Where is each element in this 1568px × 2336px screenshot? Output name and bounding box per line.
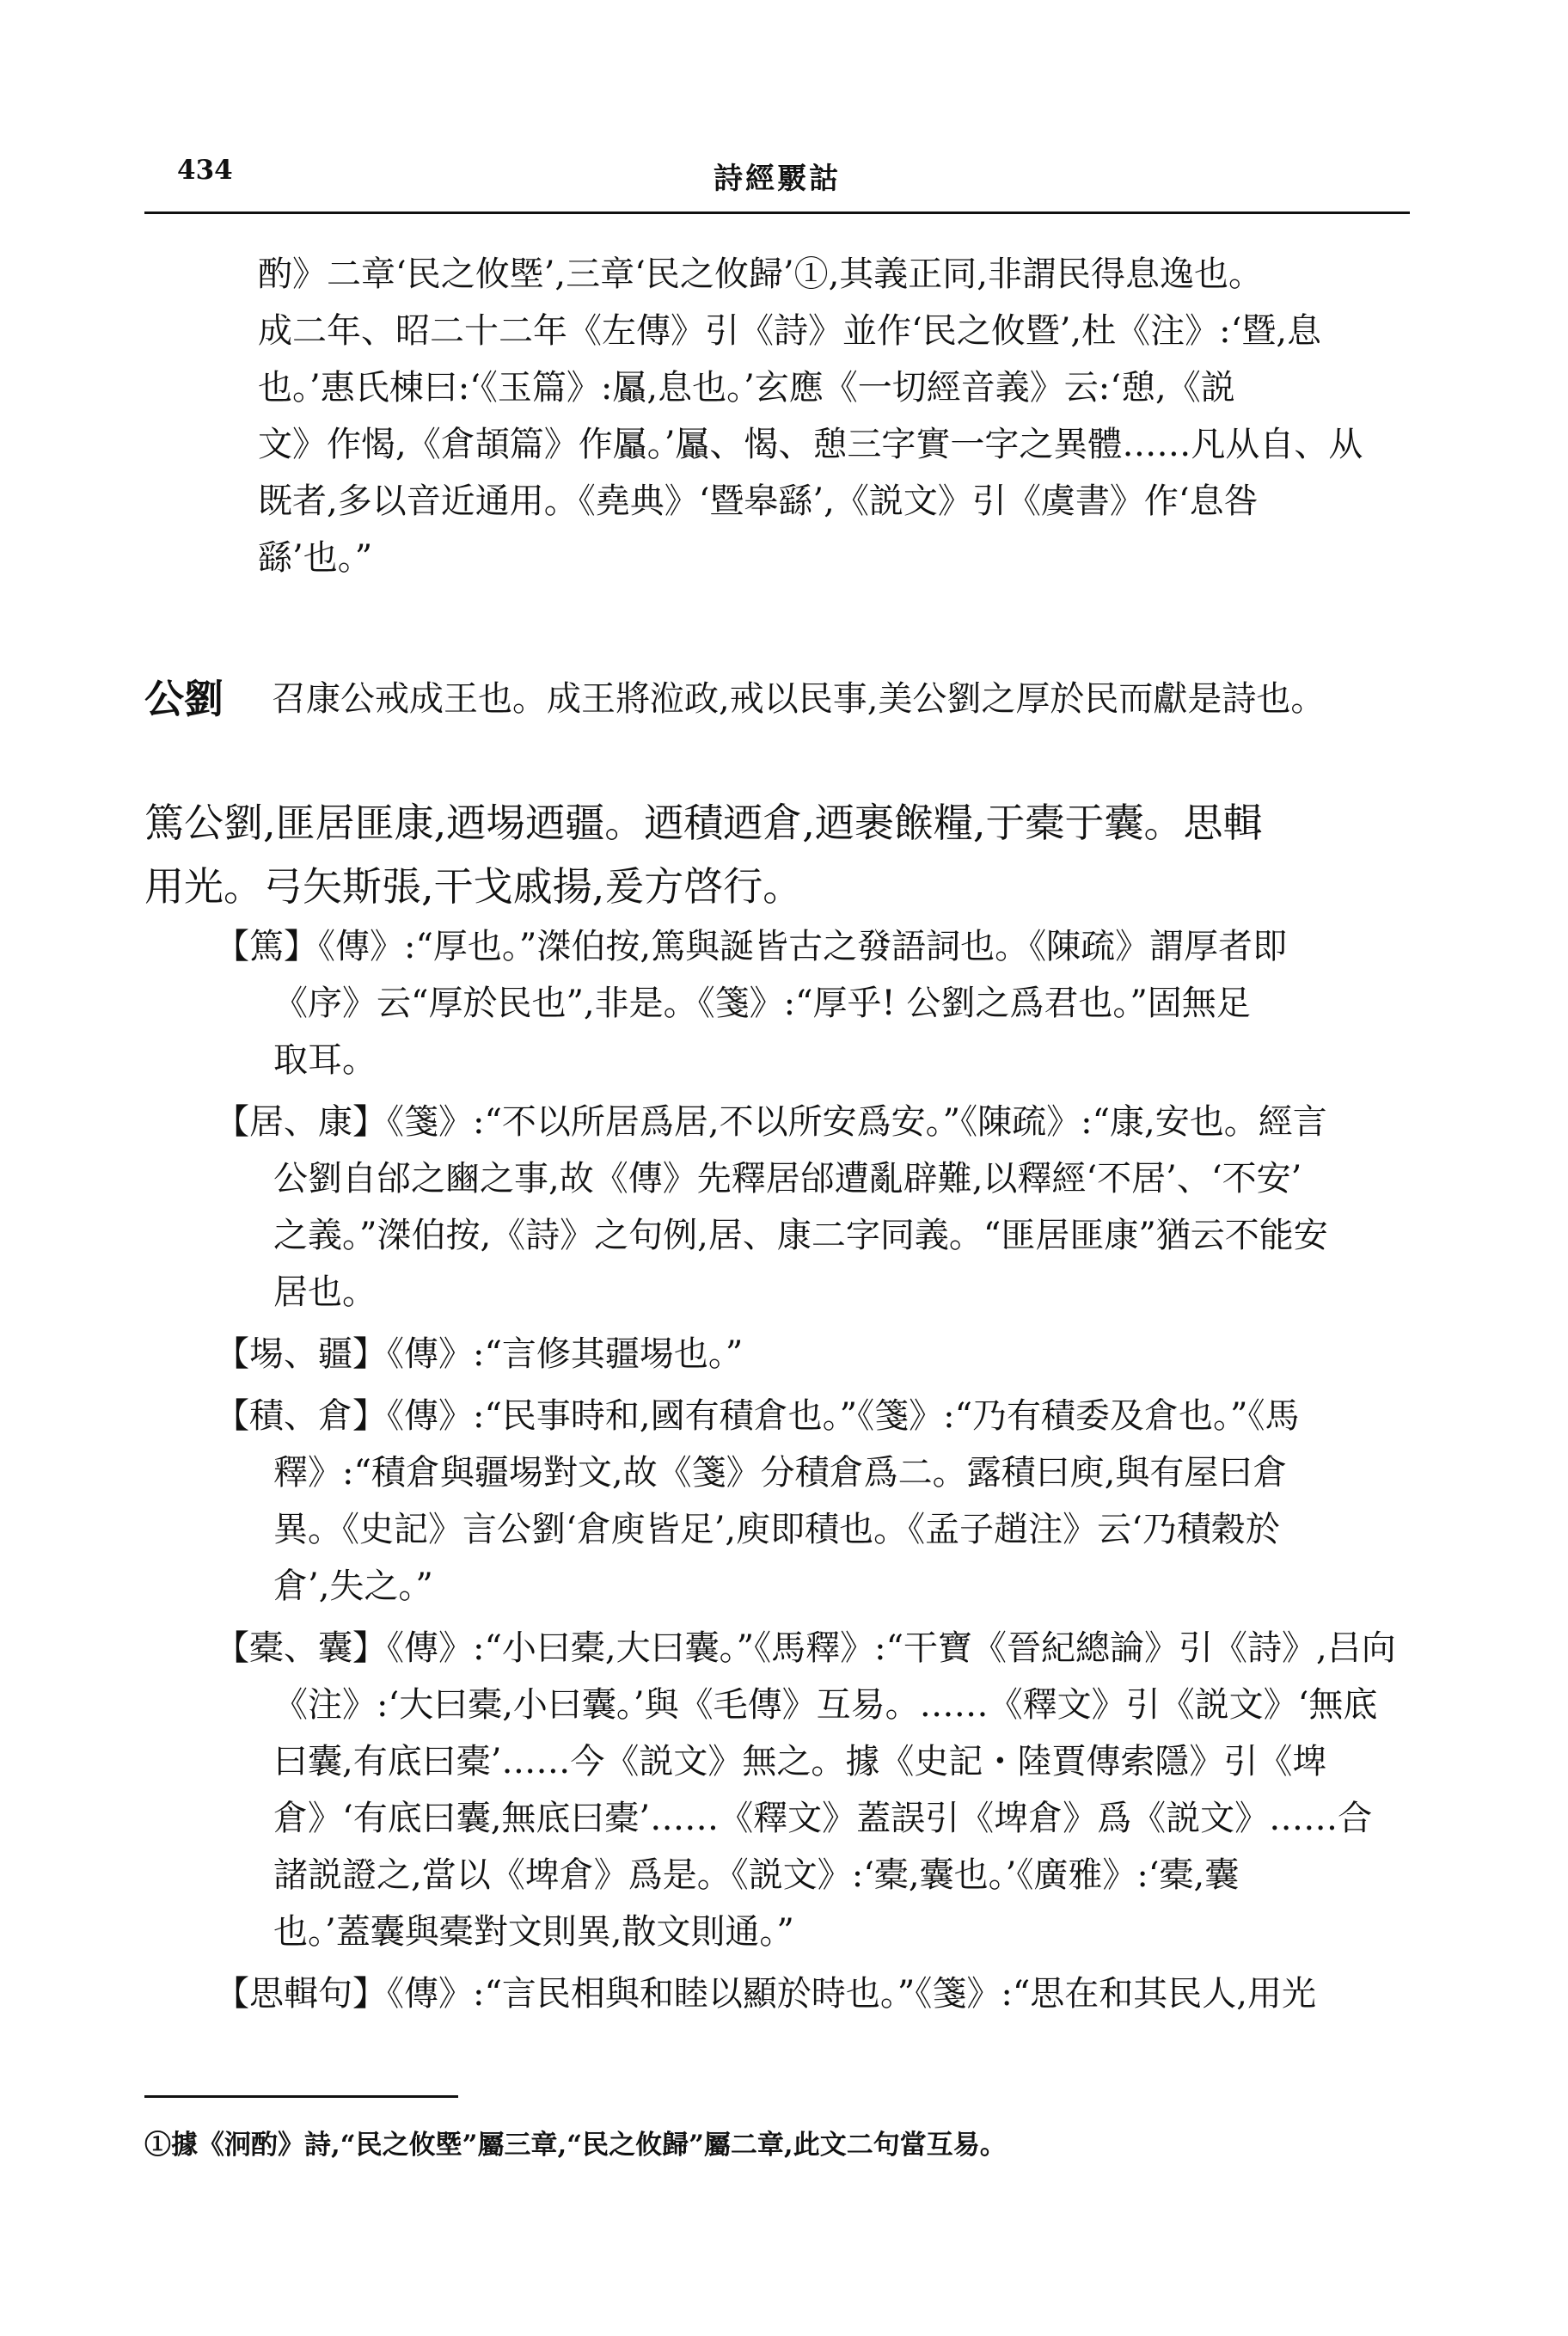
continued-quotation bbox=[258, 246, 1410, 586]
note-line: 【積、倉】《傳》:“民事時和,國有積倉也。”《箋》:“乃有積委及倉也。”《馬 bbox=[215, 1396, 1300, 1436]
note-line: 倉’,失之。” bbox=[273, 1567, 433, 1606]
running-header bbox=[144, 155, 1410, 198]
text-line: 酌》二章‘民之攸塈’,三章‘民之攸歸’①,其義正同,非謂民得息逸也。 bbox=[258, 254, 1264, 294]
ode-heading bbox=[144, 669, 1410, 729]
text-line: 既者,多以音近通用。《堯典》‘暨皋繇’,《説文》引《虞書》作‘息咎 bbox=[258, 481, 1259, 521]
text-line: 也。’惠氏棟曰:‘《玉篇》:屭,息也。’玄應《一切經音義》云:‘憩,《説 bbox=[258, 368, 1235, 408]
note-line: 公劉自邰之豳之事,故《傳》先釋居邰遭亂辟難,以釋經‘不居’、‘不安’ bbox=[273, 1159, 1302, 1199]
commentary-notes bbox=[215, 918, 1410, 2027]
note-line: 居也。 bbox=[273, 1272, 377, 1312]
note-si-ji bbox=[215, 1965, 1410, 2022]
note-line: 倉》‘有底曰囊,無底曰橐’……《釋文》蓋誤引《埤倉》爲《説文》……合 bbox=[273, 1799, 1373, 1838]
note-ji-cang bbox=[215, 1388, 1410, 1615]
note-line: 釋》:“積倉與疆埸對文,故《箋》分積倉爲二。露積曰庾,與有屋曰倉 bbox=[273, 1453, 1288, 1493]
note-line: 【居、康】《箋》:“不以所居爲居,不以所安爲安。”《陳疏》:“康,安也。經言 bbox=[215, 1102, 1327, 1142]
text-line: 繇’也。” bbox=[258, 538, 373, 578]
ode-title: 公劉 bbox=[144, 676, 224, 722]
note-line: 【篤】《傳》:“厚也。”滐伯按,篤與誕皆古之發語詞也。《陳疏》謂厚者即 bbox=[215, 927, 1288, 966]
note-line: 《序》云“厚於民也”,非是。《箋》:“厚乎! 公劉之爲君也。”固無足 bbox=[273, 984, 1251, 1023]
note-line: 《注》:‘大曰橐,小曰囊。’與《毛傳》互易。……《釋文》引《説文》‘無底 bbox=[273, 1685, 1378, 1725]
footnote: ①據《泂酌》詩,“民之攸塈”屬三章,“民之攸歸”屬二章,此文二句當互易。 bbox=[144, 2130, 1007, 2161]
ode-preface: 召康公戒成王也。成王將涖政,戒以民事,美公劉之厚於民而獻是詩也。 bbox=[272, 679, 1326, 719]
note-tuo-nang bbox=[215, 1620, 1410, 1960]
note-du bbox=[215, 918, 1410, 1088]
note-line: 異。《史記》言公劉‘倉庾皆足’,庾即積也。《孟子趙注》云‘乃積穀於 bbox=[273, 1510, 1280, 1549]
text-line: 文》作愒,《倉頡篇》作屭。’屭、愒、憩三字實一字之異體……凡从自、从 bbox=[258, 425, 1363, 464]
footnote-rule bbox=[144, 2095, 458, 2098]
text-line: 成二年、昭二十二年《左傳》引《詩》並作‘民之攸暨’,杜《注》:‘暨,息 bbox=[258, 311, 1322, 351]
book-title: 詩經覈詁 bbox=[714, 162, 841, 196]
note-line: 【埸、疆】《傳》:“言修其疆埸也。” bbox=[215, 1334, 744, 1374]
note-line: 取耳。 bbox=[273, 1040, 377, 1080]
verse-line: 篤公劉,匪居匪康,迺埸迺疆。迺積迺倉,迺裹餱糧,于橐于囊。思輯 bbox=[144, 800, 1263, 846]
note-line: 也。’蓋囊與橐對文則異,散文則通。” bbox=[273, 1912, 794, 1952]
note-line: 之義。”滐伯按,《詩》之句例,居、康二字同義。“匪居匪康”猶云不能安 bbox=[273, 1216, 1328, 1255]
note-line: 【橐、囊】《傳》:“小曰橐,大曰囊。”《馬釋》:“干寶《晉紀總論》引《詩》,吕向 bbox=[215, 1628, 1396, 1668]
header-rule bbox=[144, 212, 1410, 214]
page-number: 434 bbox=[177, 155, 233, 186]
note-yi-jiang bbox=[215, 1326, 1410, 1383]
note-line: 曰囊,有底曰橐’……今《説文》無之。據《史記・陸賈傳索隱》引《埤 bbox=[273, 1742, 1327, 1781]
note-ju-kang bbox=[215, 1094, 1410, 1321]
verse-line: 用光。弓矢斯張,干戈戚揚,爰方啓行。 bbox=[144, 863, 803, 910]
verse-stanza bbox=[144, 791, 1410, 918]
note-line: 【思輯句】《傳》:“言民相與和睦以顯於時也。”《箋》:“思在和其民人,用光 bbox=[215, 1974, 1317, 2014]
note-line: 諸説證之,當以《埤倉》爲是。《説文》:‘橐,囊也。’《廣雅》:‘橐,囊 bbox=[273, 1855, 1240, 1895]
